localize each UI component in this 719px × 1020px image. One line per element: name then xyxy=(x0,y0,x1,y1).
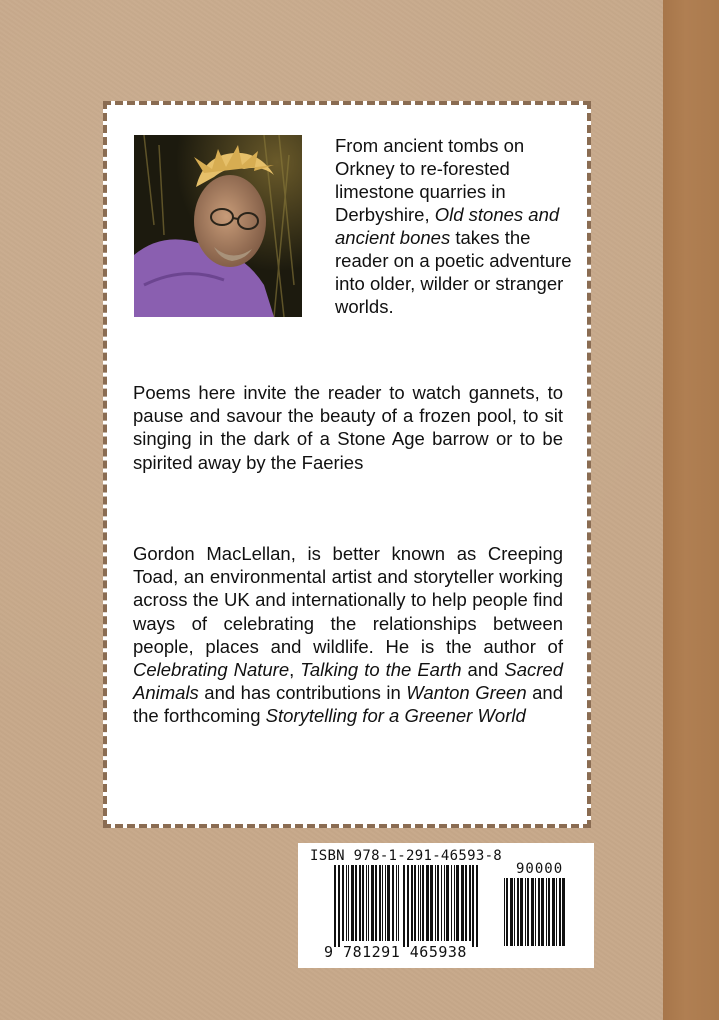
barcode-bar xyxy=(472,865,474,947)
barcode-bar xyxy=(548,878,550,946)
barcode-bar xyxy=(346,865,347,941)
barcode-bar xyxy=(368,865,369,941)
barcode-bar xyxy=(538,878,540,946)
barcode-bar xyxy=(351,865,354,941)
poems-description: Poems here invite the reader to watch gannets, to pause and savour the beauty of a frozen pool, to sit singing in the dark of a Stone Age barrow or to be spirited away by the Faeries xyxy=(133,382,563,473)
barcode-bar xyxy=(535,878,536,946)
book-storytelling: Storytelling for a Greener World xyxy=(265,705,526,727)
barcode-bar xyxy=(546,878,547,946)
barcode-bar xyxy=(375,865,377,941)
barcode-bar xyxy=(441,865,442,941)
isbn-digits: 9 781291 465938 xyxy=(324,943,467,961)
barcode-bar xyxy=(426,865,429,941)
price-code: 90000 xyxy=(516,861,564,877)
barcode-bar xyxy=(451,865,452,941)
barcode-bar xyxy=(398,865,399,941)
book-talking-to-the-earth: Talking to the Earth xyxy=(300,659,462,681)
barcode-bar xyxy=(444,865,445,941)
barcode-bar xyxy=(517,878,519,946)
book-sacred-animals: Sacred Animals xyxy=(133,659,564,704)
book-celebrating-nature: Celebrating Nature xyxy=(133,659,290,681)
barcode-bar xyxy=(465,865,467,941)
barcode-bar xyxy=(541,878,544,946)
book-wanton-green: Wanton Green xyxy=(406,682,527,704)
barcode-bar xyxy=(411,865,413,941)
barcode-bar xyxy=(525,878,526,946)
barcode-bar xyxy=(469,865,471,941)
barcode-bar xyxy=(396,865,397,941)
barcode-bar xyxy=(355,865,357,941)
barcode-bar xyxy=(418,865,419,941)
barcode-bar xyxy=(407,865,409,947)
barcode-bar xyxy=(552,878,555,946)
barcode-bar xyxy=(446,865,449,941)
barcode-bar xyxy=(430,865,433,941)
barcode-bar xyxy=(403,865,405,947)
barcode-bar xyxy=(454,865,455,941)
barcode-bar xyxy=(338,865,340,947)
barcode-bar xyxy=(527,878,529,946)
barcode-bar xyxy=(371,865,374,941)
isbn-label: ISBN 978-1-291-46593-8 xyxy=(310,848,503,864)
book-spine xyxy=(663,0,719,1020)
barcode-bar xyxy=(359,865,361,941)
barcode-bar xyxy=(362,865,364,941)
barcode-bar xyxy=(366,865,367,941)
barcode-bar xyxy=(414,865,416,941)
isbn-barcode xyxy=(298,843,594,968)
barcode-bar xyxy=(382,865,383,941)
barcode-bar xyxy=(342,865,344,941)
barcode-bar xyxy=(422,865,424,941)
book-blurb: From ancient tombs on Orkney to re-forested limestone quarries in Derbyshire, Old stones and ancient bones takes the reader on a poetic adventure into older, wilder or stranger worlds. xyxy=(335,135,572,317)
barcode-bar xyxy=(456,865,459,941)
author-bio: Gordon MacLellan, is better known as Creeping Toad, an environmental artist and storyteller working across the UK and internationally to help people find ways of celebrating the relationships between people, places and wildlife. He is the author of Celebrating Nature, Talking to the Earth and Sacred Animals and has contributions in Wanton Green and the forthcoming Storytelling for a Greener World xyxy=(133,543,564,727)
author-photo xyxy=(134,135,302,317)
barcode-bar xyxy=(476,865,478,947)
barcode-bar xyxy=(420,865,421,941)
barcode-bar xyxy=(531,878,534,946)
barcode-bar xyxy=(461,865,464,941)
barcode-bar xyxy=(387,865,390,941)
barcode-bar xyxy=(510,878,513,946)
barcode-bar xyxy=(520,878,523,946)
barcode-bar xyxy=(348,865,349,941)
barcode-bar xyxy=(559,878,561,946)
barcode-bar xyxy=(562,878,565,946)
barcode-bar xyxy=(392,865,394,941)
barcode-bar xyxy=(379,865,381,941)
barcode-bar xyxy=(334,865,336,947)
barcode-bar xyxy=(514,878,515,946)
barcode-bar xyxy=(504,878,505,946)
barcode-bar xyxy=(435,865,436,941)
barcode-bar xyxy=(556,878,557,946)
barcode-bar xyxy=(506,878,508,946)
book-title: Old stones and ancient bones xyxy=(335,204,560,248)
barcode-bar xyxy=(385,865,386,941)
barcode-bar xyxy=(437,865,439,941)
